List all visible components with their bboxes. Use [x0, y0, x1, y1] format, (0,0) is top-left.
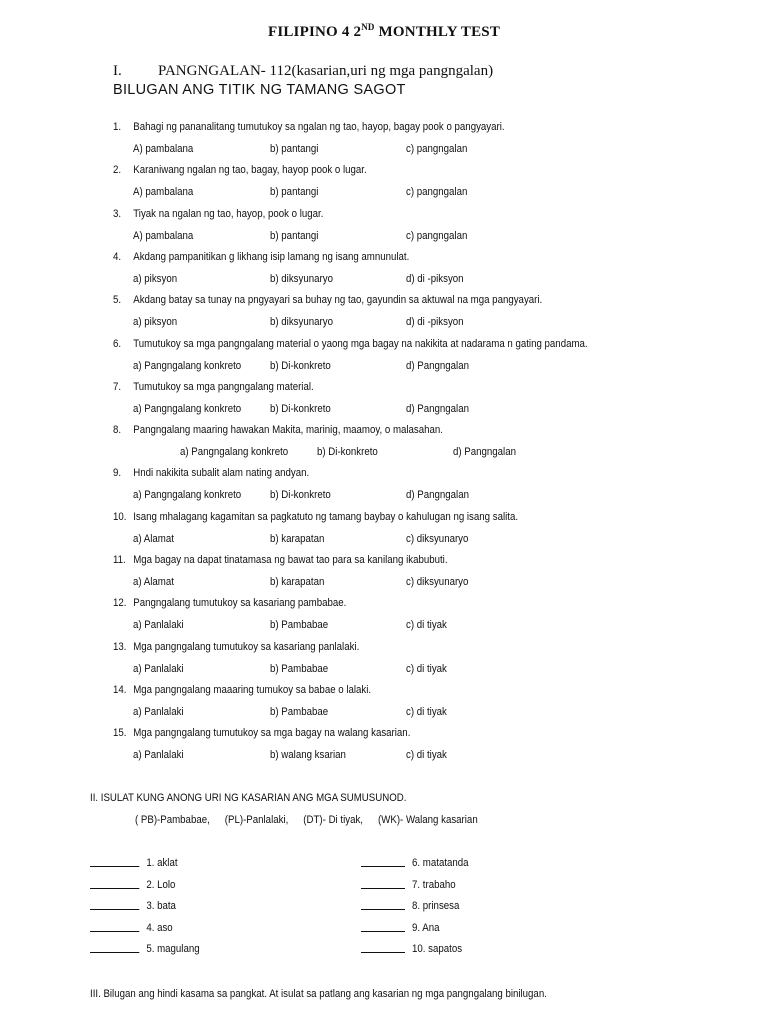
question-item	[113, 121, 505, 135]
question-number: 9.	[113, 467, 122, 480]
fill-in-label: 10. sapatos	[412, 943, 463, 955]
question-text: Akdang pampanitikan g likhang isip lamang ng isang amnunulat.	[133, 250, 410, 263]
answer-option[interactable]: b) Pambabae	[270, 662, 329, 675]
fill-in-label: 9. Ana	[412, 921, 440, 934]
answer-option[interactable]: d) di -piksyon	[406, 272, 464, 285]
answer-option[interactable]: b) Pambabae	[270, 705, 329, 718]
answer-blank[interactable]	[361, 921, 405, 932]
fill-in-item	[90, 899, 176, 912]
question-text: Pangngalang maaring hawakan Makita, marinig, maamoy, o malasahan.	[133, 424, 444, 437]
fill-in-item	[361, 856, 469, 869]
fill-in-item	[90, 921, 173, 934]
question-item	[113, 164, 367, 178]
question-number: 3.	[113, 207, 122, 220]
answer-blank[interactable]	[90, 856, 139, 867]
legend-item: (PL)-Panlalaki,	[224, 814, 289, 826]
question-text: Bahagi ng pananalitang tumutukoy sa ngalan ng tao, hayop, bagay pook o pangyayari.	[133, 121, 505, 133]
question-text: Akdang batay sa tunay na pngyayari sa buhay ng tao, gayundin sa aktuwal na mga pangyayari.	[133, 294, 543, 307]
fill-in-item	[90, 878, 175, 891]
answer-blank[interactable]	[90, 942, 139, 953]
answer-option[interactable]: a) Panlalaki	[133, 749, 184, 762]
answer-option[interactable]: a) piksyon	[133, 316, 178, 329]
question-number: 2.	[113, 164, 122, 177]
test-title	[0, 22, 768, 41]
question-item	[113, 208, 323, 222]
fill-in-item	[361, 899, 459, 912]
answer-blank[interactable]	[361, 878, 405, 889]
answer-option[interactable]: b) diksyunaryo	[270, 272, 333, 285]
fill-in-item	[361, 878, 456, 891]
answer-option[interactable]: A) pambalana	[133, 186, 194, 199]
answer-blank[interactable]	[90, 878, 139, 889]
question-item	[113, 641, 359, 655]
question-text: Mga pangngalang tumutukoy sa kasariang panlalaki.	[133, 640, 360, 653]
answer-option[interactable]: b) diksyunaryo	[270, 316, 333, 329]
question-text: Mga bagay na dapat tinatamasa ng bawat tao para sa kanilang ikabubuti.	[133, 554, 448, 566]
question-item	[113, 684, 371, 698]
answer-option[interactable]: d) Pangngalan	[406, 402, 469, 415]
question-number: 6.	[113, 337, 122, 350]
answer-option[interactable]: a) Alamat	[133, 576, 174, 588]
section1-heading	[113, 63, 493, 80]
answer-option[interactable]: b) Di-konkreto	[270, 359, 331, 372]
section1-number: I.	[113, 63, 122, 79]
question-item	[113, 554, 448, 568]
legend-item: ( PB)-Pambabae,	[135, 814, 210, 826]
answer-option[interactable]: b) karapatan	[270, 576, 325, 588]
answer-option[interactable]: c) pangngalan	[406, 143, 468, 155]
section2-heading: II. ISULAT KUNG ANONG URI NG KASARIAN ANG MGA SUMUSUNOD.	[90, 792, 407, 804]
question-text: Tiyak na ngalan ng tao, hayop, pook o lugar.	[133, 207, 324, 220]
answer-option[interactable]: b) Di-konkreto	[270, 489, 331, 502]
answer-option[interactable]: a) Panlalaki	[133, 705, 184, 718]
question-text: Tumutukoy sa mga pangngalang material.	[133, 380, 314, 393]
question-text: Mga pangngalang maaaring tumukoy sa babae o lalaki.	[133, 683, 372, 696]
question-item	[113, 511, 518, 525]
answer-option[interactable]: c) diksyunaryo	[406, 576, 469, 588]
answer-option[interactable]: a) Pangngalang konkreto	[133, 402, 242, 415]
question-number: 13.	[113, 640, 127, 653]
answer-option[interactable]: a) Pangngalang konkreto	[133, 359, 242, 372]
question-number: 10.	[113, 510, 127, 523]
answer-option[interactable]: d) Pangngalan	[406, 489, 469, 502]
answer-option[interactable]: b) karapatan	[270, 532, 325, 545]
answer-option[interactable]: A) pambalana	[133, 229, 194, 242]
fill-in-label: 6. matatanda	[412, 857, 469, 869]
fill-in-label: 5. magulang	[146, 943, 200, 955]
question-text: Mga pangngalang tumutukoy sa mga bagay na walang kasarian.	[133, 727, 411, 740]
answer-option[interactable]: b) Pambabae	[270, 619, 329, 632]
fill-in-item	[90, 942, 200, 955]
question-item	[113, 424, 443, 438]
question-number: 11.	[113, 554, 126, 566]
title-main: FILIPINO 4 2	[267, 24, 362, 40]
answer-option[interactable]: c) di tiyak	[406, 619, 447, 632]
fill-in-item	[361, 942, 462, 955]
answer-option[interactable]: c) di tiyak	[406, 662, 447, 675]
answer-option[interactable]: c) diksyunaryo	[406, 532, 469, 545]
answer-option[interactable]: d) Pangngalan	[453, 446, 516, 459]
fill-in-label: 1. aklat	[146, 857, 178, 869]
answer-option[interactable]: c) pangngalan	[406, 186, 468, 199]
legend-item: (WK)- Walang kasarian	[378, 814, 478, 826]
question-text: Tumutukoy sa mga pangngalang material o yaong mga bagay na nakikita at nadarama n gating pandama.	[133, 337, 588, 350]
answer-blank[interactable]	[361, 942, 405, 953]
answer-option[interactable]: c) pangngalan	[406, 229, 468, 242]
title-rest: MONTHLY TEST	[374, 24, 501, 40]
answer-option[interactable]: b) walang ksarian	[270, 749, 346, 762]
question-item	[113, 381, 314, 395]
answer-blank[interactable]	[361, 899, 405, 910]
question-text: Hndi nakikita subalit alam nating andyan.	[133, 467, 310, 480]
answer-option[interactable]: A) pambalana	[133, 143, 194, 155]
fill-in-label: 4. aso	[146, 921, 173, 934]
answer-option[interactable]: b) Di-konkreto	[317, 446, 378, 459]
question-item	[113, 294, 542, 308]
answer-option[interactable]: b) pantangi	[270, 186, 319, 199]
answer-option[interactable]: c) di tiyak	[406, 749, 447, 762]
title-superscript: ND	[361, 22, 375, 32]
section2-legend	[135, 814, 490, 826]
answer-option[interactable]: a) Pangngalang konkreto	[180, 446, 289, 459]
answer-blank[interactable]	[361, 856, 405, 867]
question-text: Isang mhalagang kagamitan sa pagkatuto ng tamang baybay o kahulugan ng isang salita.	[133, 510, 519, 523]
question-number: 15.	[113, 727, 127, 740]
fill-in-label: 2. Lolo	[146, 878, 176, 891]
answer-option[interactable]: d) di -piksyon	[406, 316, 464, 329]
section3-heading: III. Bilugan ang hindi kasama sa pangkat. At isulat sa patlang ang kasarian ng mga pangngalang binilugan.	[90, 988, 547, 1000]
answer-option[interactable]: a) Pangngalang konkreto	[133, 489, 242, 502]
answer-option[interactable]: a) Panlalaki	[133, 662, 184, 675]
question-number: 14.	[113, 683, 127, 696]
question-item	[113, 597, 346, 611]
answer-option[interactable]: a) Panlalaki	[133, 619, 184, 632]
question-number: 8.	[113, 424, 122, 437]
question-text: Karaniwang ngalan ng tao, bagay, hayop pook o lugar.	[133, 164, 367, 177]
question-text: Pangngalang tumutukoy sa kasariang pambabae.	[133, 597, 347, 610]
answer-blank[interactable]	[90, 899, 139, 910]
answer-option[interactable]: a) piksyon	[133, 272, 178, 285]
answer-option[interactable]: b) pantangi	[270, 229, 319, 242]
section1-instruction: BILUGAN ANG TITIK NG TAMANG SAGOT	[113, 82, 406, 98]
answer-option[interactable]: a) Alamat	[133, 532, 174, 545]
question-item	[113, 467, 309, 481]
question-item	[113, 338, 588, 352]
answer-blank[interactable]	[90, 921, 139, 932]
fill-in-item	[90, 856, 178, 869]
question-number: 12.	[113, 597, 127, 610]
fill-in-label: 8. prinsesa	[412, 900, 460, 912]
answer-option[interactable]: c) di tiyak	[406, 705, 447, 718]
question-item	[113, 251, 409, 265]
answer-option[interactable]: b) pantangi	[270, 143, 319, 155]
question-item	[113, 727, 410, 741]
question-number: 4.	[113, 250, 122, 263]
fill-in-item	[361, 921, 439, 934]
answer-option[interactable]: b) Di-konkreto	[270, 402, 331, 415]
fill-in-label: 7. trabaho	[412, 878, 456, 891]
question-number: 5.	[113, 294, 122, 307]
legend-item: (DT)- Di tiyak,	[303, 814, 363, 826]
answer-option[interactable]: d) Pangngalan	[406, 359, 469, 372]
fill-in-label: 3. bata	[146, 900, 176, 912]
question-number: 7.	[113, 380, 122, 393]
question-number: 1.	[113, 121, 122, 133]
section1-title: PANGNGALAN- 112(kasarian,uri ng mga pangngalan)	[158, 63, 494, 79]
